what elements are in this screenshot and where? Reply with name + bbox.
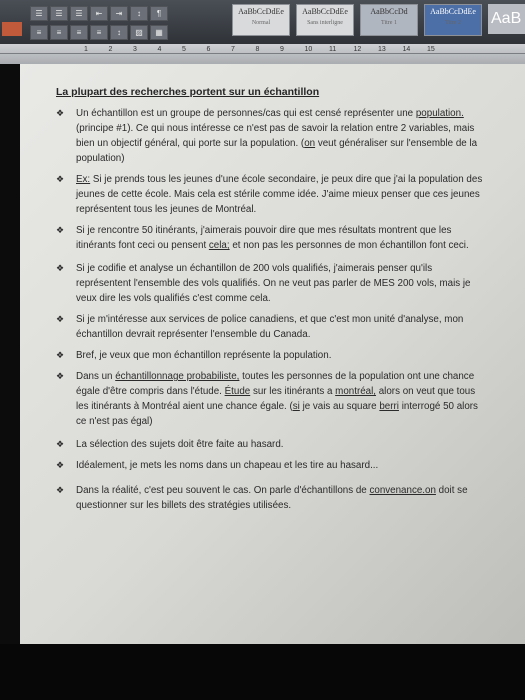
font-color-button[interactable] <box>2 22 22 36</box>
ruler-number: 3 <box>133 46 137 53</box>
list-item-text <box>76 261 486 306</box>
paragraph-tools-row <box>30 6 168 21</box>
document-heading: La plupart des recherches portent sur un échantillon <box>56 86 320 98</box>
document-page[interactable] <box>20 64 525 644</box>
ruler-number: 13 <box>378 46 386 53</box>
increase-indent-icon[interactable]: ⇥ <box>110 6 128 21</box>
list-item-text <box>76 223 486 253</box>
underlined-text: convenance.on <box>369 485 436 496</box>
text-run: doit se questionner sur les billets des stratégies utilisées. <box>76 485 468 511</box>
style-no-spacing[interactable] <box>296 4 354 36</box>
bullets-icon[interactable]: ☰ <box>30 6 48 21</box>
text-run: Si je prends tous les jeunes d'une école secondaire, je peux dire que j'ai la population des jeunes de cette école. Mais cela est stérile comme idée. J'aime mieux penser que ces jeunes représentent tous les jeunes de Montréal. <box>76 174 483 215</box>
text-run: sur les itinérants a <box>250 386 336 397</box>
horizontal-ruler[interactable] <box>0 44 525 64</box>
style-caption: Titre 1 <box>381 20 397 26</box>
style-preview: AaBbCcDdEe <box>238 7 284 16</box>
text-run: Dans un <box>76 371 116 382</box>
underlined-text: si <box>292 401 300 412</box>
diamond-bullet-icon: ❖ <box>56 174 65 184</box>
diamond-bullet-icon: ❖ <box>56 371 65 381</box>
shading-icon[interactable]: ▨ <box>130 25 148 40</box>
ruler-baseline <box>0 53 525 54</box>
alignment-tools-row <box>30 25 168 40</box>
text-run: Idéalement, je mets les noms dans un chapeau et les tire au hasard... <box>76 460 379 471</box>
style-heading-2[interactable] <box>424 4 482 36</box>
style-preview: AaBbCcDd <box>370 7 408 16</box>
list-item <box>56 348 486 363</box>
ruler-number: 6 <box>206 46 211 53</box>
text-run: toutes les personnes de la population ont une chance égale d'être compris dans l'étude. <box>76 371 475 397</box>
text-run: et non pas les personnes de mon échantillon font ceci. <box>229 240 469 251</box>
list-item-text <box>76 312 486 342</box>
list-item-text <box>76 172 486 217</box>
underlined-text: Étude <box>224 386 251 397</box>
diamond-bullet-icon: ❖ <box>56 439 65 449</box>
list-item <box>56 172 486 217</box>
sort-icon[interactable]: ↕ <box>130 6 148 21</box>
ruler-number: 14 <box>402 46 411 53</box>
align-left-icon[interactable]: ≡ <box>30 25 48 40</box>
diamond-bullet-icon: ❖ <box>56 314 65 324</box>
numbering-icon[interactable]: ☰ <box>50 6 68 21</box>
ruler-number: 15 <box>427 46 435 53</box>
underlined-text: population. <box>415 108 464 119</box>
align-right-icon[interactable]: ≡ <box>70 25 88 40</box>
pilcrow-icon[interactable]: ¶ <box>150 6 168 21</box>
multilevel-list-icon[interactable]: ☰ <box>70 6 88 21</box>
diamond-bullet-icon: ❖ <box>56 108 65 118</box>
list-item <box>56 483 486 513</box>
text-run: Bref, je veux que mon échantillon représente la population. <box>76 350 332 361</box>
list-item-text <box>76 106 486 166</box>
diamond-bullet-icon: ❖ <box>56 263 65 273</box>
line-spacing-icon[interactable]: ↕ <box>110 25 128 40</box>
list-item-text <box>76 369 486 429</box>
list-item-text <box>76 458 486 473</box>
bullet-list <box>56 106 486 513</box>
list-item <box>56 312 486 342</box>
list-item <box>56 261 486 306</box>
ruler-number: 10 <box>304 46 313 53</box>
text-run: alors on veut que tous les itinérants à Montréal aient une chance égale. ( <box>76 386 476 412</box>
ruler-number: 2 <box>108 46 113 53</box>
underlined-text: Ex: <box>76 174 91 185</box>
style-preview: AaBbCcDdEe <box>430 7 476 16</box>
diamond-bullet-icon: ❖ <box>56 460 65 470</box>
list-item-text <box>76 348 486 363</box>
style-caption: Titre 2 <box>445 20 461 26</box>
justify-icon[interactable]: ≡ <box>90 25 108 40</box>
screen-bezel <box>0 644 525 700</box>
text-run: interrogé 50 alors ce n'est pas égal) <box>76 401 478 427</box>
style-normal[interactable] <box>232 4 290 36</box>
ruler-number: 4 <box>157 46 162 53</box>
list-item <box>56 437 486 452</box>
list-item <box>56 223 486 253</box>
styles-gallery <box>232 4 482 36</box>
underlined-text: cela; <box>208 240 230 251</box>
underlined-text: montréal, <box>335 386 377 397</box>
underlined-text: échantillonnage probabiliste, <box>115 371 240 382</box>
ruler-number: 12 <box>353 46 362 53</box>
text-run: La sélection des sujets doit être faite au hasard. <box>76 439 284 450</box>
style-title[interactable]: AaB <box>488 4 525 34</box>
list-item-text <box>76 437 486 452</box>
style-caption: Sans interligne <box>307 20 343 26</box>
text-run: Dans la réalité, c'est peu souvent le cas. On parle d'échantillons de <box>76 485 370 496</box>
text-run: veut généraliser sur l'ensemble de la population) <box>76 138 478 164</box>
diamond-bullet-icon: ❖ <box>56 350 65 360</box>
style-preview: AaBbCcDdEe <box>302 7 348 16</box>
style-caption: Normal <box>251 20 271 26</box>
list-item <box>56 458 486 473</box>
text-run: (principe #1). Ce qui nous intéresse ce n'est pas de savoir la relation entre 2 variables, mais bien un objectif général, qui porte sur la population. ( <box>76 123 475 149</box>
ruler-number: 5 <box>182 46 186 53</box>
text-run: Un échantillon est un groupe de personnes/cas qui est censé représenter une <box>76 108 416 119</box>
style-heading-1[interactable] <box>360 4 418 36</box>
align-center-icon[interactable]: ≡ <box>50 25 68 40</box>
text-run: je vais au square <box>299 401 380 412</box>
ruler-number: 8 <box>255 46 260 53</box>
underlined-text: berri <box>379 401 399 412</box>
list-item <box>56 369 486 429</box>
diamond-bullet-icon: ❖ <box>56 225 65 235</box>
ruler-number: 7 <box>231 46 235 53</box>
diamond-bullet-icon: ❖ <box>56 485 65 495</box>
text-run: Si je rencontre 50 itinérants, j'aimerais pouvoir dire que mes résultats montrent que les itinérants font ceci ou pensent <box>76 225 452 251</box>
ribbon-toolbar <box>0 0 525 44</box>
ruler-number: 9 <box>280 46 284 53</box>
text-run: Si je codifie et analyse un échantillon de 200 vols qualifiés, j'aimerais penser qu'ils représentent l'ensemble des vols qualifiés. On ne veut pas parler de MES 200 vols, mais je veux dire les vols qualifiés c'est comme cela. <box>76 263 471 304</box>
ruler-number: 1 <box>84 46 88 53</box>
list-item <box>56 106 486 166</box>
underlined-text: on <box>304 138 316 149</box>
ruler-number: 11 <box>329 46 337 53</box>
decrease-indent-icon[interactable]: ⇤ <box>90 6 108 21</box>
text-run: Si je m'intéresse aux services de police canadiens, et que c'est mon unité d'analyse, mon échantillon devrait représenter l'ensemble du Canada. <box>76 314 464 340</box>
document-body <box>56 86 486 523</box>
borders-icon[interactable]: ▦ <box>150 25 168 40</box>
list-item-text <box>76 483 486 513</box>
